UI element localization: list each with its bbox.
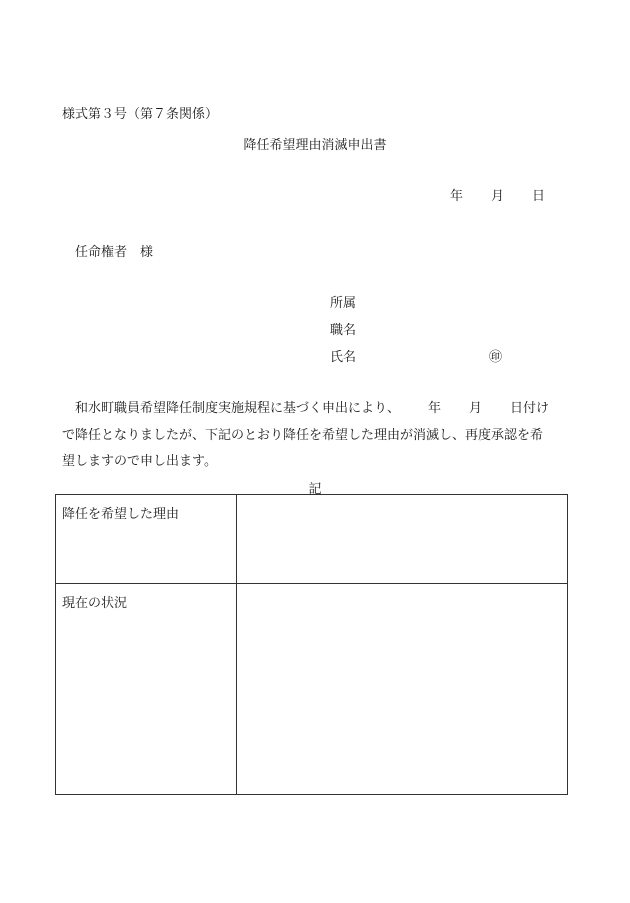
- reason-table: [55, 494, 568, 795]
- position-label: 職名: [330, 323, 357, 338]
- form-number: 様式第３号（第７条関係）: [62, 107, 219, 122]
- current-status-value-cell[interactable]: [237, 584, 568, 795]
- name-label: 氏名: [330, 350, 357, 365]
- seal-mark: ㊞: [489, 350, 503, 365]
- date-year-label: 年: [450, 189, 464, 204]
- ki-heading: 記: [308, 482, 322, 497]
- date-day-label: 日: [532, 189, 546, 204]
- body-line-3: 望しますので申し出ます。: [62, 454, 217, 469]
- table-row: [56, 584, 568, 795]
- reason-value-cell[interactable]: [237, 495, 568, 584]
- addressee: 任命権者 様: [75, 245, 154, 260]
- body-line-1-month: 月: [469, 401, 483, 416]
- table-row: [56, 495, 568, 584]
- body-line-2: で降任となりましたが、下記のとおり降任を希望した理由が消滅し、再度承認を希: [62, 427, 544, 443]
- body-line-1-year: 年: [428, 401, 442, 416]
- body-line-1-day: 日付け: [510, 401, 550, 416]
- body-line-1-text: 和水町職員希望降任制度実施規程に基づく申出により、: [75, 401, 401, 416]
- current-status-label: 現在の状況: [56, 584, 237, 795]
- reason-label: 降任を希望した理由: [56, 495, 237, 584]
- document-title: 降任希望理由消滅申出書: [243, 138, 387, 153]
- body-paragraph: [62, 396, 562, 476]
- department-label: 所属: [330, 296, 357, 311]
- body-line-1: [62, 396, 562, 423]
- date-month-label: 月: [491, 189, 505, 204]
